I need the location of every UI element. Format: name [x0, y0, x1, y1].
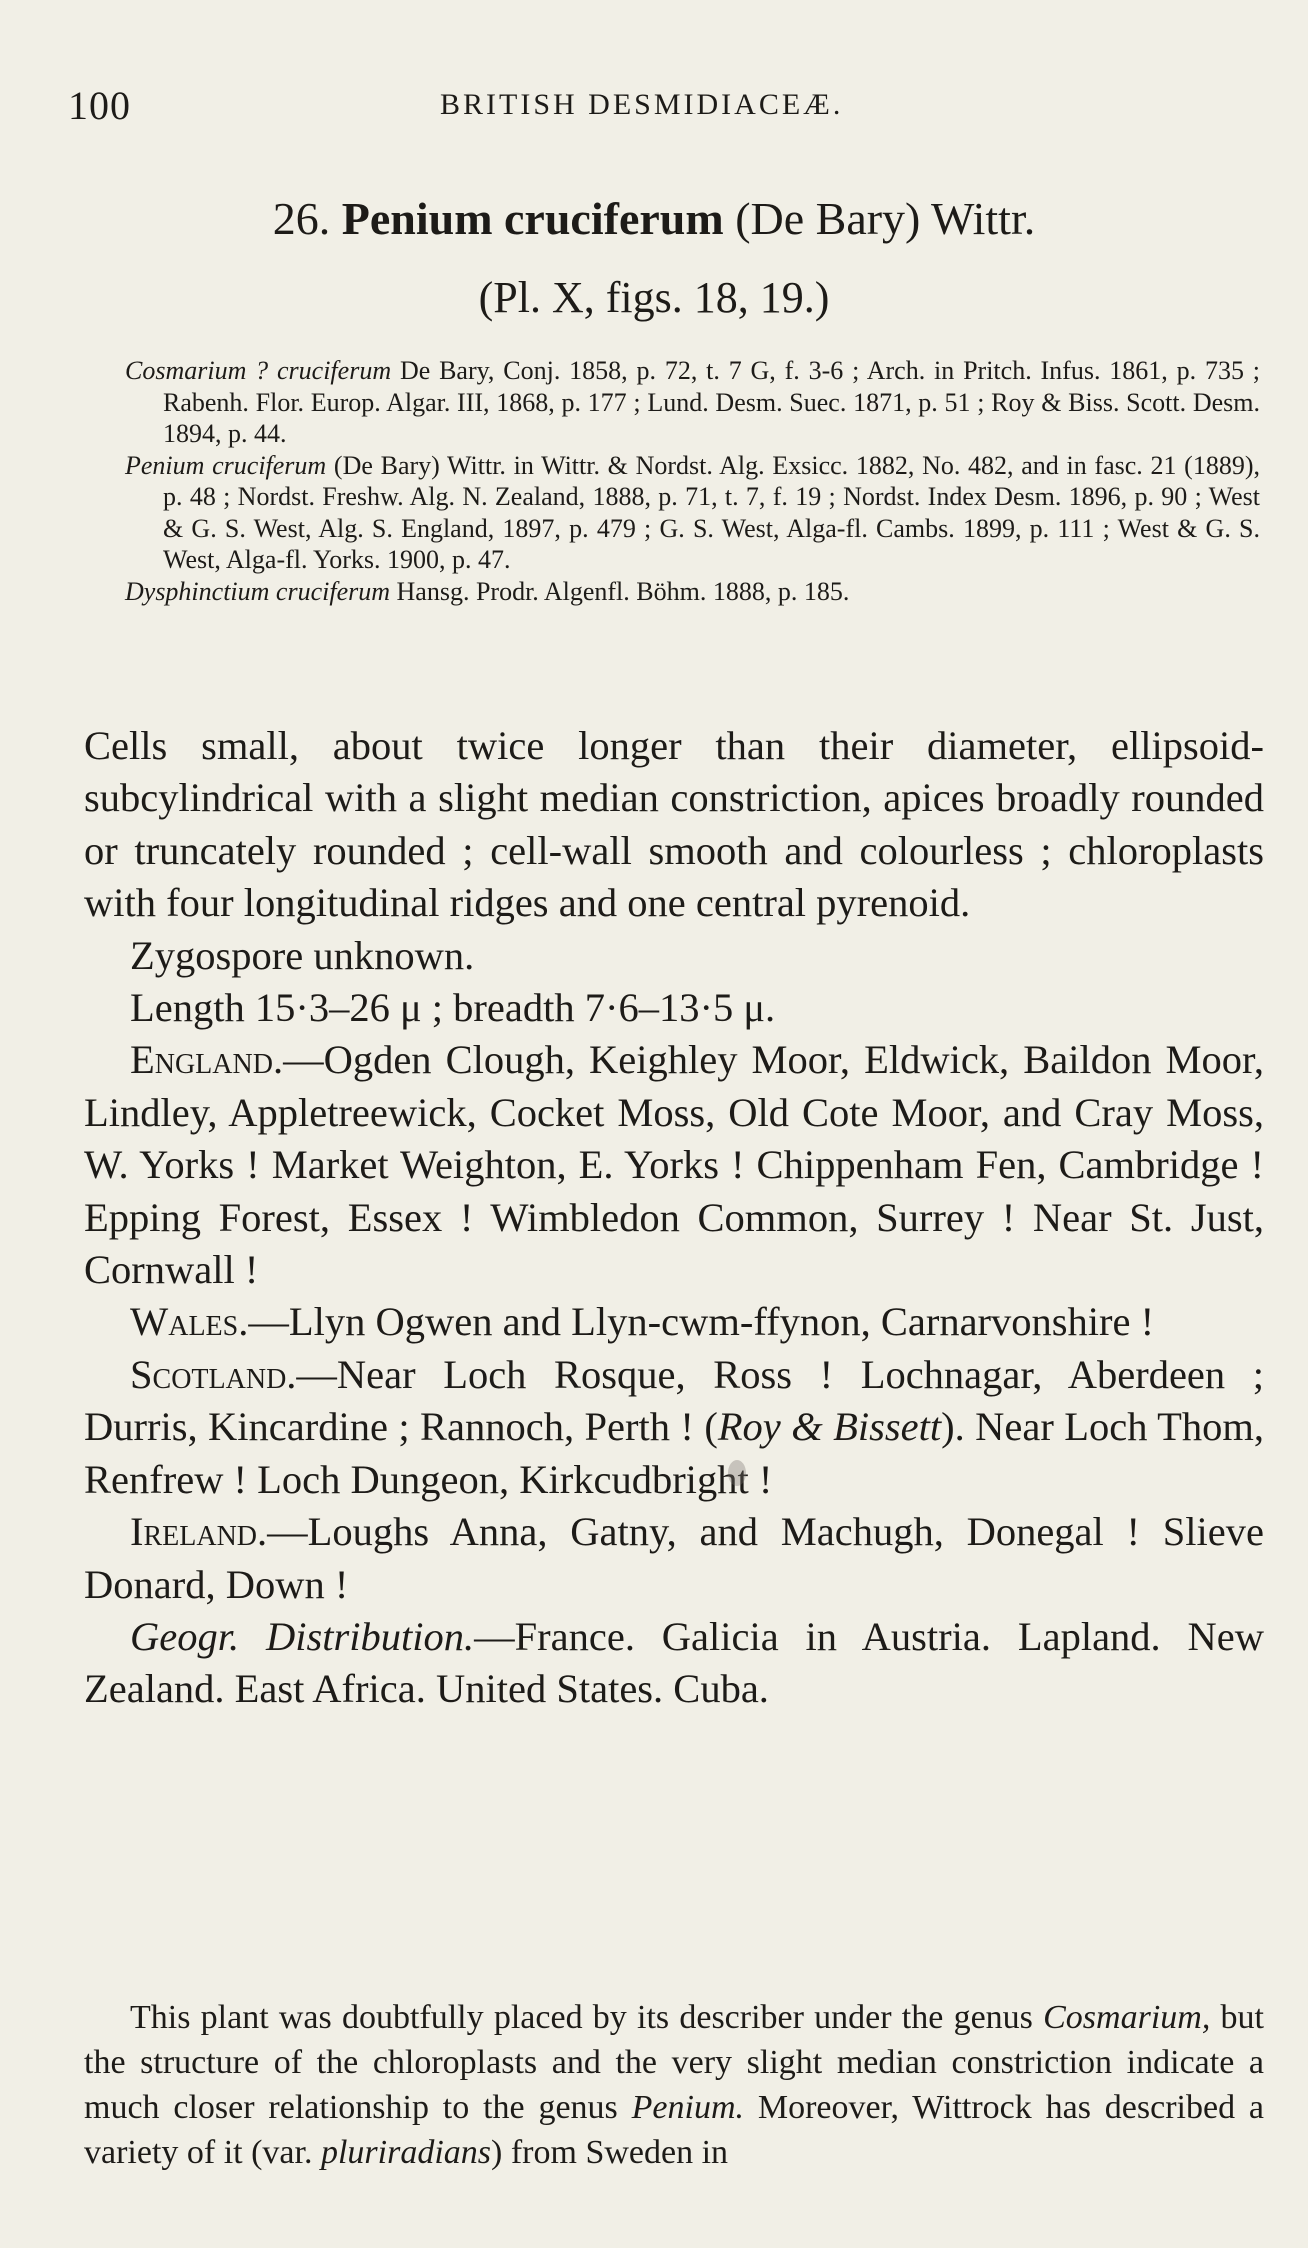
synonym-citation: Hansg. Prodr. Algenfl. Böhm. 1888, p. 185. — [396, 576, 850, 606]
cell-description: Cells small, about twice longer than their diameter, ellipsoid-subcylindrical with a slight median constriction, apices broadly rounded or truncately rounded ; cell-wall smooth and colourless ; chloroplasts with four longitudinal ridges and one central pyrenoid. — [84, 723, 1264, 926]
note-text: This plant was doubtfully placed by its describer under the genus — [130, 1999, 1044, 2036]
dimensions-text: Length 15·3–26 μ ; breadth 7·6–13·5 μ. — [130, 985, 776, 1031]
synonym-entry — [125, 450, 1260, 576]
note-paragraph — [84, 1995, 1264, 2175]
page-number: 100 — [68, 83, 131, 128]
running-head — [60, 82, 1270, 132]
synonym-entry — [125, 355, 1260, 450]
region-label-england: England. — [130, 1037, 284, 1083]
region-label-wales: Wales. — [130, 1299, 249, 1345]
taxonomic-note — [84, 1995, 1264, 2175]
locality-england — [84, 1034, 1264, 1296]
synonym-name: Penium cruciferum — [125, 450, 327, 480]
species-name: Penium cruciferum — [341, 193, 724, 244]
description-body — [84, 720, 1264, 1716]
running-title: BRITISH DESMIDIACEÆ. — [440, 88, 844, 121]
species-authority: (De Bary) Wittr. — [735, 193, 1036, 244]
region-label-scotland: Scotland. — [130, 1351, 297, 1397]
synonymy-block — [125, 355, 1260, 607]
genus-name: Penium. — [631, 2089, 745, 2126]
synonym-entry — [125, 576, 1260, 608]
region-label-ireland: Ireland. — [130, 1509, 268, 1555]
note-text: but the structure of the chloroplasts and the very slight median constriction indicate a much closer relationship to the genus — [84, 1999, 1264, 2126]
locality-text: —Llyn Ogwen and Llyn-cwm-ffynon, Carnarvonshire ! — [248, 1299, 1155, 1345]
locality-text: —Near Loch Rosque, Ross ! Lochnagar, Aberdeen ; Durris, Kincardine ; Rannoch, Perth ! ( — [84, 1351, 1264, 1450]
synonym-name: Dysphinctium cruciferum — [125, 576, 391, 606]
distribution-text: —France. Galicia in Austria. Lapland. New Zealand. East Africa. United States. Cuba. — [84, 1613, 1264, 1712]
zygospore-text: Zygospore unknown. — [130, 932, 475, 978]
paper-stain — [728, 1460, 746, 1486]
note-text: ) from Sweden in — [491, 2134, 729, 2171]
locality-text: —Loughs Anna, Gatny, and Machugh, Donegal ! Slieve Donard, Down ! — [84, 1509, 1264, 1607]
locality-text: —Ogden Clough, Keighley Moor, Eldwick, Baildon Moor, Lindley, Appletreewick, Cocket Moss, Old Cote Moor, and Cray Moss, W. Yorks ! Market Weighton, E. Yorks ! Chippenham Fen, Cambridge ! Epping Forest, Essex ! Wimbledon Common, Surrey ! Near St. Just, Cornwall ! — [84, 1037, 1264, 1293]
geographic-distribution — [84, 1611, 1264, 1716]
synonym-citation: (De Bary) Wittr. in Wittr. & Nordst. Alg. Exsicc. 1882, No. 482, and in fasc. 21 (1889), p. 48 ; Nordst. Freshw. Alg. N. Zealand, 1888, p. 71, t. 7, f. 19 ; Nordst. Index Desm. 1896, p. 90 ; West & G. S. West, Alg. S. England, 1897, p. 479 ; G. S. West, Alga-fl. Cambs. 1899, p. 111 ; West & G. S. West, Alga-fl. Yorks. 1900, p. 47. — [163, 450, 1260, 574]
synonym-citation: De Bary, Conj. 1858, p. 72, t. 7 G, f. 3-6 ; Arch. in Pritch. Infus. 1861, p. 735 ; Rabenh. Flor. Europ. Algar. III, 1868, p. 177 ; Lund. Desm. Suec. 1871, p. 51 ; Roy & Biss. Scott. Desm. 1894, p. 44. — [163, 356, 1260, 448]
species-heading — [0, 192, 1308, 245]
locality-ireland — [84, 1506, 1264, 1611]
genus-name: Cosmarium, — [1043, 1999, 1211, 2036]
collector-names: Roy & Bissett — [717, 1404, 942, 1450]
species-number: 26. — [272, 193, 331, 244]
plate-reference: (Pl. X, figs. 18, 19.) — [478, 273, 830, 322]
distribution-label: Geogr. Distribution. — [130, 1613, 475, 1659]
locality-wales — [84, 1296, 1264, 1348]
note-text: Moreover, Wittrock has described a variety of it (var. — [84, 2089, 1265, 2171]
locality-text: ). Near Loch Thom, Renfrew ! Loch Dungeon, Kirkcudbright ! — [84, 1404, 1264, 1502]
locality-scotland — [84, 1349, 1264, 1506]
variety-name: pluriradians — [320, 2134, 492, 2171]
synonym-name: Cosmarium ? cruciferum — [125, 356, 392, 385]
